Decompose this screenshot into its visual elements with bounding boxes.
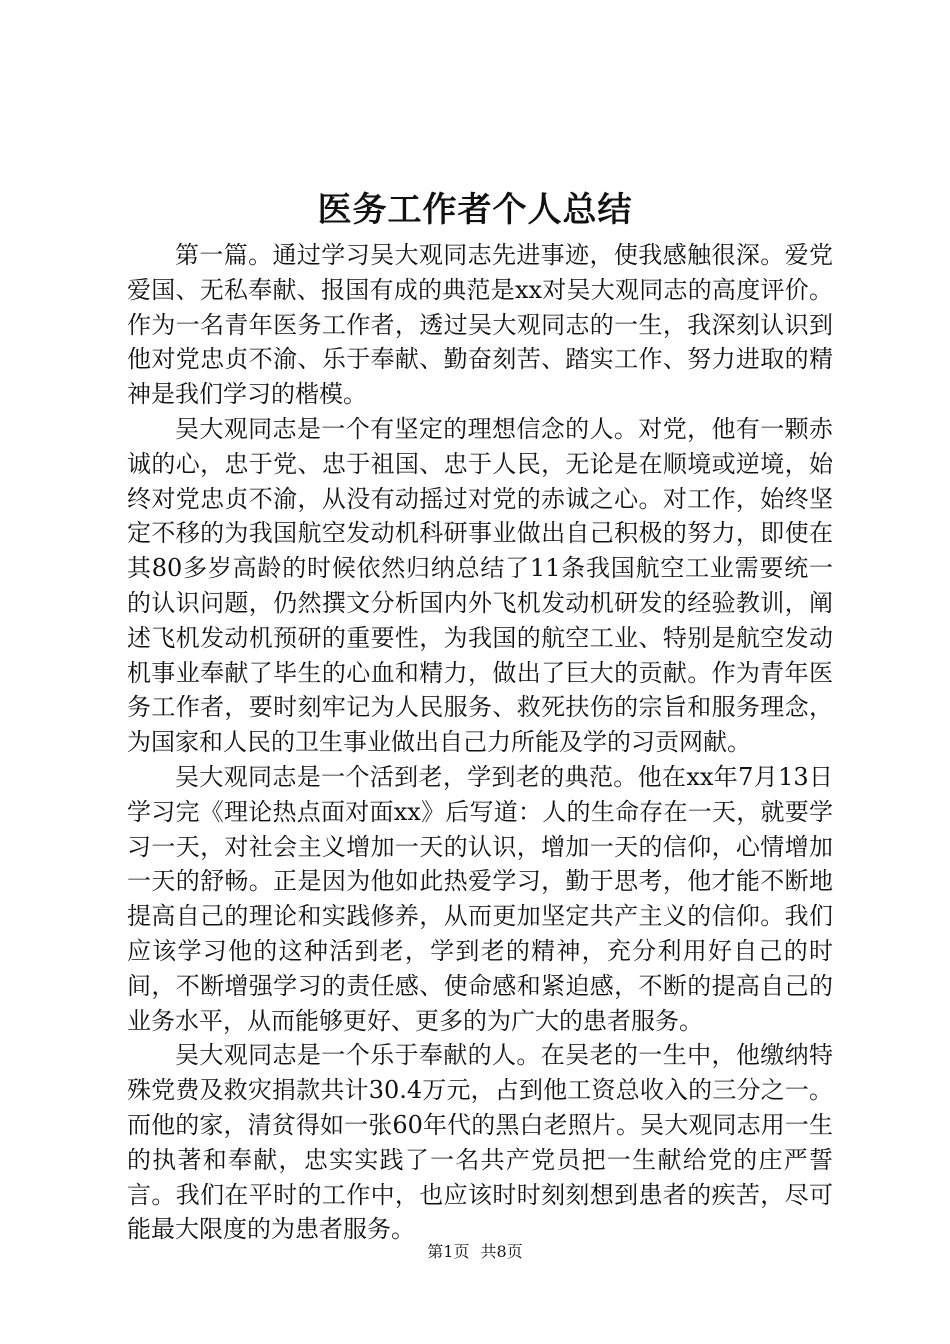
paragraph-2: 吴大观同志是一个有坚定的理想信念的人。对党，他有一颗赤诚的心，忠于党、忠于祖国、忠于人民，无论是在顺境或逆境，始终对党忠贞不渝，从没有动摇过对党的赤诚之心。对工作，始终坚定不移的为我国航空发动机科研事业做出自己积极的努力，即使在其80多岁高龄的时候依然归纳总结了11条我国航空工业需要统一的认识问题，仍然撰文分析国内外飞机发动机研发的经验教训，阐述飞机发动机预研的重要性，为我国的航空工业、特别是航空发动机事业奉献了毕生的心血和精力，做出了巨大的贡献。作为青年医务工作者，要时刻牢记为人民服务、救死扶伤的宗旨和服务理念，为国家和人民的卫生事业做出自己力所能及学的习贡网献。 (127, 414, 833, 757)
page-number: 第1页 (427, 1242, 470, 1261)
document-body (127, 238, 833, 1247)
paragraph-1: 第一篇。通过学习吴大观同志先进事迹，使我感触很深。爱党爱国、无私奉献、报国有成的典范是xx对吴大观同志的高度评价。作为一名青年医务工作者，透过吴大观同志的一生，我深刻认识到他对党忠贞不渝、乐于奉献、勤奋刻苦、踏实工作、努力进取的精神是我们学习的楷模。 (127, 241, 833, 409)
paragraph-4: 吴大观同志是一个乐于奉献的人。在吴老的一生中，他缴纳特殊党费及救灾捐款共计30.4万元，占到他工资总收入的三分之一。而他的家，清贫得如一张60年代的黑白老照片。吴大观同志用一生的执著和奉献，忠实实践了一名共产党员把一生献给党的庄严誓言。我们在平时的工作中，也应该时时刻刻想到患者的疾苦，尽可能最大限度的为患者服务。 (127, 1041, 833, 1244)
page-footer (0, 1241, 950, 1263)
page-title: 医务工作者个人总结 (317, 190, 633, 230)
page-total: 共8页 (480, 1242, 523, 1261)
paragraph-3: 吴大观同志是一个活到老，学到老的典范。他在xx年7月13日学习完《理论热点面对面xx》后写道：人的生命存在一天，就要学习一天，对社会主义增加一天的认识，增加一天的信仰，心情增加一天的舒畅。正是因为他如此热爱学习，勤于思考，他才能不断地提高自己的理论和实践修养，从而更加坚定共产主义的信仰。我们应该学习他的这种活到老，学到老的精神，充分利用好自己的时间，不断增强学习的责任感、使命感和紧迫感，不断的提高自己的业务水平，从而能够更好、更多的为广大的患者服务。 (127, 762, 833, 1035)
